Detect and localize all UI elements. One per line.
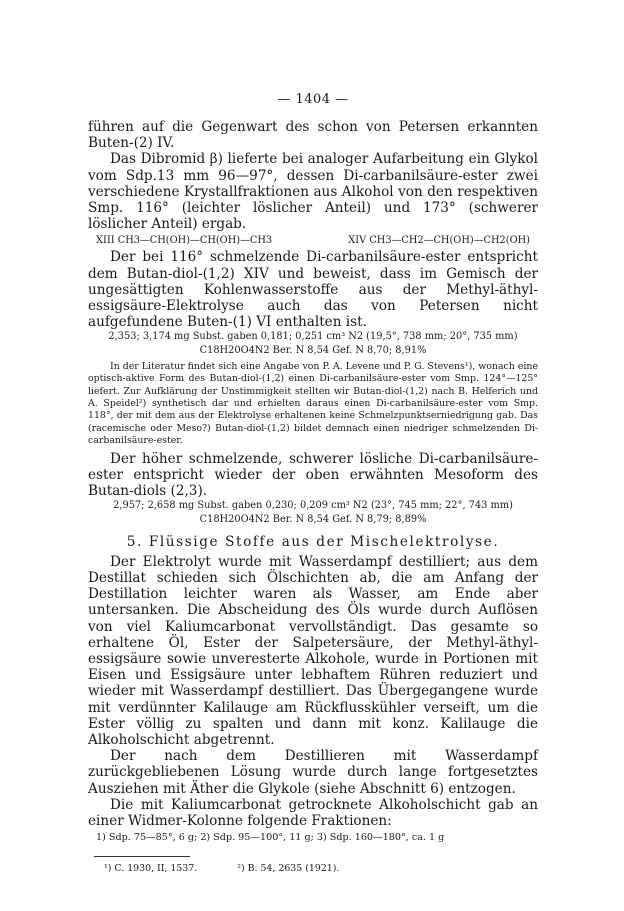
paragraph-2: Das Dibromid β) lieferte bei analoger Aufarbeitung ein Glykol vom Sdp.13 mm 96—97°, dessen Di-carbanilsäure-ester zwei verschiedene Krystallfraktionen aus Alkohol von den respektiven Smp. 116° (leichter löslicher Anteil) und 173° (schwerer löslicher Anteil) ergab. xyxy=(88,151,538,233)
paragraph-6: Der nach dem Destillieren mit Wasserdampf zurückgebliebenen Lösung wurde durch lange fortgesetztes Ausziehen mit Äther die Glykole (siehe Abschnitt 6) entzogen. xyxy=(88,748,538,797)
formula-line xyxy=(88,232,538,249)
paragraph-7: Die mit Kaliumcarbonat getrocknete Alkoholschicht gab an einer Widmer-Kolonne folgende Fraktionen: xyxy=(88,796,538,829)
footnote-divider xyxy=(94,856,190,857)
formula-xiv: XIV CH3—CH2—CH(OH)—CH2(OH) xyxy=(348,235,530,247)
paragraph-3: Der bei 116° schmelzende Di-carbanilsäure-ester entspricht dem Butan-diol-(1,2) XIV und beweist, dass im Gemisch der ungesättigten Kohlenwasserstoffe aus der Methyl-äthyl-essigsäure-Elektrolyse auch das von Petersen nicht aufgefundene Buten-(1) VI enthalten ist. xyxy=(88,249,538,331)
footnote-2: ²) B. 54, 2635 (1921). xyxy=(237,863,340,875)
analysis-data-2-line-1: 2,957; 2,658 mg Subst. gaben 0,230; 0,209 cm³ N2 (23°, 745 mm; 22°, 743 mm) xyxy=(113,500,513,512)
paragraph-5: Der Elektrolyt wurde mit Wasserdampf destilliert; aus dem Destillat schieden sich Ölschichten ab, die am Anfang der Destillation leichter waren als Wasser, am Ende aber untersanken. Die Abscheidung des Öls wurde durch Auflösen von viel Kaliumcarbonat vervollständigt. Das gesamte so erhaltene Öl, Ester der Salpetersäure, der Methyl-äthyl-essigsäure sowie unveresterte Alkohole, wurde in Portionen mit Eisen und Essigsäure unter lebhaftem Rühren reduziert und wieder mit Wasserdampf destilliert. Das Übergegangene wurde mit verdünnter Kalilauge am Rückflusskühler verseift, um die Ester völlig zu spalten und dann mit konz. Kalilauge die Alkoholschicht abgetrennt. xyxy=(88,553,538,748)
analysis-data-1-line-2: C18H20O4N2 Ber. N 8,54 Gef. N 8,70; 8,91% xyxy=(199,344,427,356)
analysis-data-1-line-1: 2,353; 3,174 mg Subst. gaben 0,181; 0,251 cm³ N2 (19,5°, 738 mm; 20°, 735 mm) xyxy=(108,331,518,343)
literature-note: In der Literatur findet sich eine Angabe von P. A. Levene und P. G. Stevens¹), wonach eine optisch-aktive Form des Butan-diol-(1,2) einen Di-carbanilsäure-ester vom Smp. 124°—125° liefert. Zur Aufklärung der Unstimmigkeit stellten wir Butan-diol-(1,2) nach B. Helferich und A. Speidel²) synthetisch dar und erhielten daraus einen Di-carbanilsäure-ester vom Smp. 118°, der mit dem aus der Elektrolyse erhaltenen keine Schmelzpunktserniedrigung gab. Das (racemische oder Meso?) Butan-diol-(1,2) bildet demnach einen niedriger schmelzenden Di-carbanilsäure-ester. xyxy=(88,360,538,447)
formula-xiii: XIII CH3—CH(OH)—CH(OH)—CH3 xyxy=(96,235,273,247)
paragraph-4: Der höher schmelzende, schwerer lösliche Di-carbanilsäure-ester entspricht wieder der oben erwähnten Mesoform des Butan-diols (2,3). xyxy=(88,450,538,500)
section-heading: 5. Flüssige Stoffe aus der Mischelektrolyse. xyxy=(126,533,500,550)
paragraph-1: führen auf die Gegenwart des schon von Petersen erkannten Buten-(2) IV. xyxy=(88,119,538,152)
page xyxy=(88,92,538,875)
analysis-data-2-line-2: C18H20O4N2 Ber. N 8,54 Gef. N 8,79; 8,89% xyxy=(199,513,427,525)
page-number: — 1404 — xyxy=(277,92,349,107)
footnote-1: ¹) C. 1930, II, 1537. xyxy=(104,863,198,875)
fractions-list: 1) Sdp. 75—85°, 6 g; 2) Sdp. 95—100°, 11 g; 3) Sdp. 160—180°, ca. 1 g xyxy=(96,832,445,844)
footnotes xyxy=(104,863,538,875)
